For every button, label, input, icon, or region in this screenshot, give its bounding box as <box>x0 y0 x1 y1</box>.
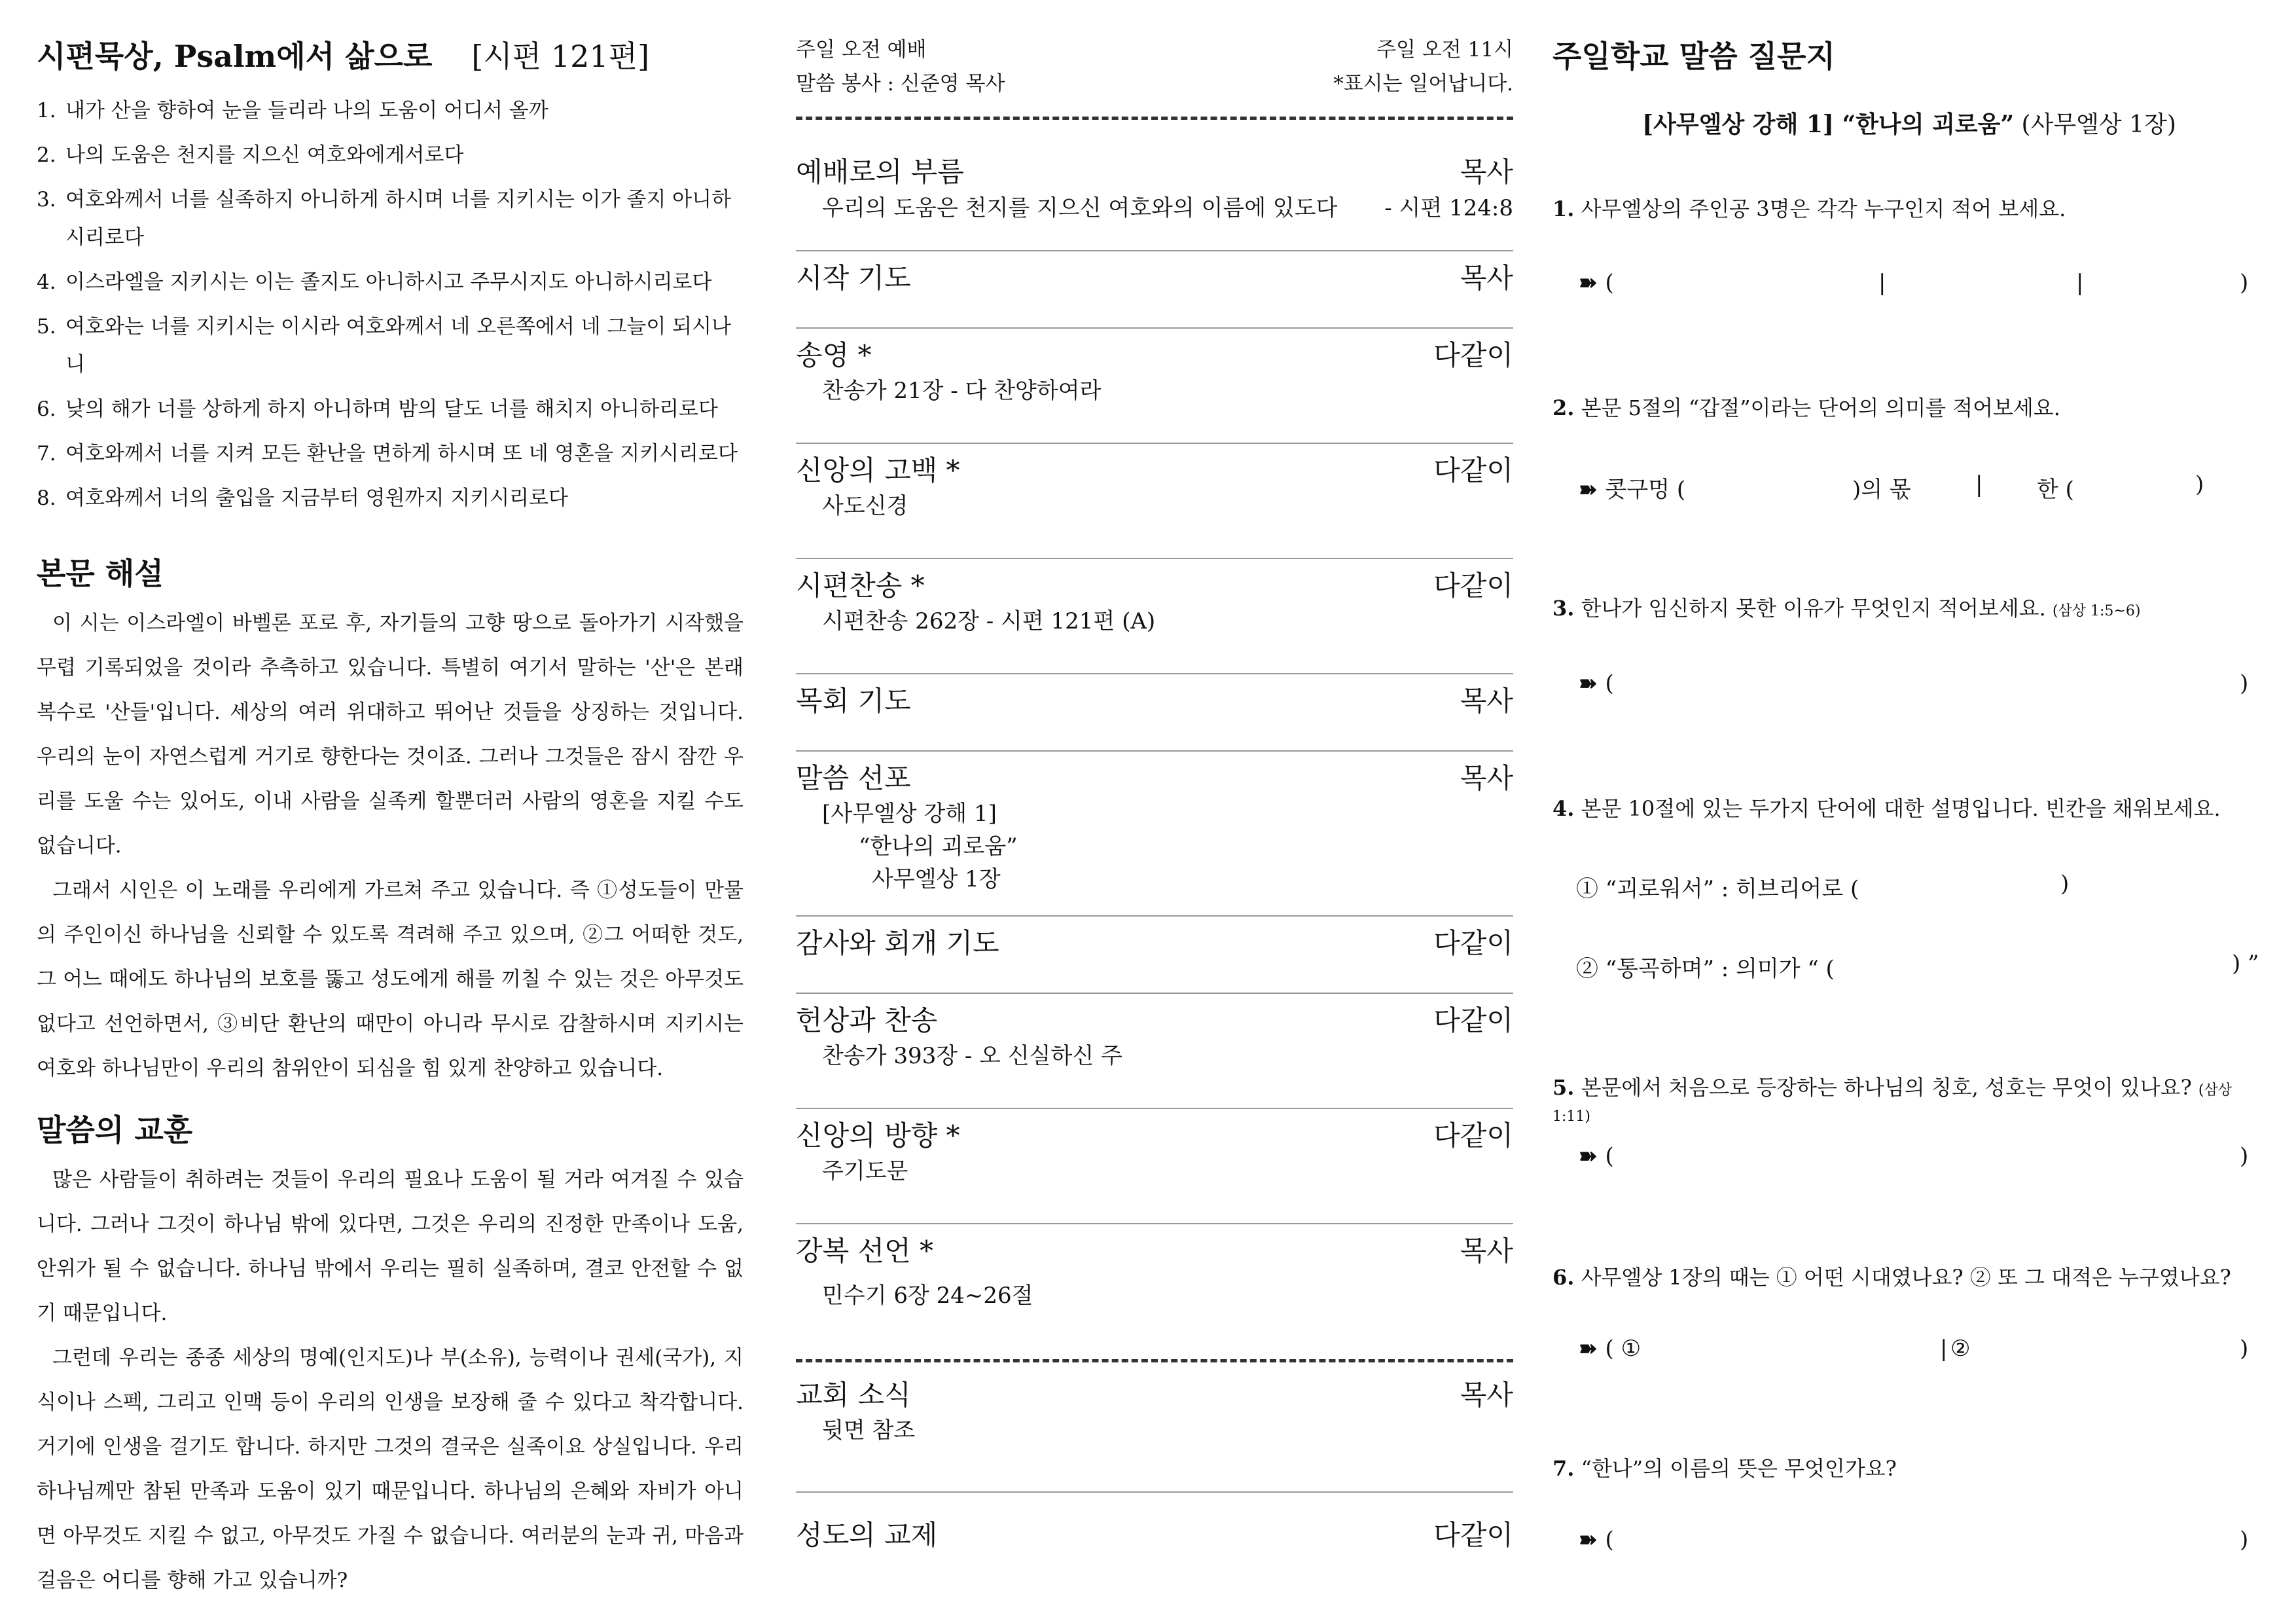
worship-item <box>796 145 1513 251</box>
verse-number: 5. <box>37 315 56 338</box>
preacher: 말씀 봉사 : 신준영 목사 <box>796 72 1005 96</box>
item-title: 시편찬송 * <box>796 570 925 602</box>
verse-text: 여호와께서 너를 지켜 모든 환난을 면하게 하시며 또 네 영혼을 지키시리로다 <box>65 442 738 465</box>
meditation-title-text: 시편묵상, Psalm에서 삶으로 <box>37 39 433 74</box>
question-text: 본문 5절의 “갑절”이라는 단어의 의미를 적어보세요. <box>1581 395 2060 420</box>
psalm-verse-list <box>37 92 744 524</box>
answer-close-paren: ) <box>2240 670 2249 697</box>
question-reference: (삼상 1:11) <box>1552 1082 2233 1125</box>
commentary-heading: 본문 해설 <box>37 556 164 591</box>
verse-text: 내가 산을 향하여 눈을 들리라 나의 도움이 어디서 올까 <box>65 99 548 122</box>
verse-text: 이스라엘을 지키시는 이는 졸지도 아니하시고 주무시지도 아니하시리로다 <box>65 270 712 294</box>
psalm-verse <box>37 136 744 174</box>
item-detail: 주기도문 <box>822 1158 908 1184</box>
item-leader: 다같이 <box>1433 1120 1513 1152</box>
worship-item <box>796 994 1513 1109</box>
item-leader: 다같이 <box>1433 339 1513 371</box>
item-leader: 목사 <box>1460 1235 1513 1267</box>
psalm-verse <box>37 263 744 301</box>
question-3 <box>1552 592 2266 622</box>
item-leader: 다같이 <box>1433 1004 1513 1036</box>
psalm-verse <box>37 479 744 517</box>
question-number: 1. <box>1552 196 1575 221</box>
sermon-title: “한나의 괴로움” <box>859 833 1018 860</box>
answer-4b[interactable] <box>1576 951 2257 983</box>
questionnaire-subtitle <box>1552 106 2266 139</box>
answer-open-paren: ( <box>1605 1336 1614 1362</box>
verse-number: 7. <box>37 442 56 465</box>
item-detail: 찬송가 393장 - 오 신실하신 주 <box>822 1043 1122 1069</box>
answer-open-paren: ( <box>1605 670 1614 697</box>
worship-item <box>796 559 1513 674</box>
question-number: 2. <box>1552 395 1575 420</box>
arrow-icon: ➽ <box>1579 477 1598 503</box>
worship-item <box>796 1224 1513 1345</box>
question-7 <box>1552 1452 2266 1482</box>
answer-2[interactable] <box>1579 471 2259 504</box>
sermon-series-title: [사무엘상 강해 1] “한나의 괴로움” <box>1642 111 2015 138</box>
item-title: 헌상과 찬송 <box>796 1004 938 1036</box>
answer-prefix: 콧구멍 ( <box>1605 477 1686 503</box>
verse-text: 여호와께서 너의 출입을 지금부터 영원까지 지키시리로다 <box>65 486 568 510</box>
dashed-divider <box>796 1359 1513 1362</box>
sermon-chapter: (사무엘상 1장) <box>2014 111 2176 138</box>
sermon-text: 사무엘상 1장 <box>872 866 1001 892</box>
psalm-verse <box>37 390 744 428</box>
question-reference: (삼상 1:5~6) <box>2052 603 2141 619</box>
service-time: 주일 오전 11시 <box>1376 38 1513 62</box>
answer-divider: | <box>2076 270 2084 296</box>
church-news <box>796 1368 1513 1575</box>
worship-order-list <box>796 145 1513 1345</box>
service-info <box>796 33 1513 101</box>
item-detail: 민수기 6장 24~26절 <box>822 1283 1033 1309</box>
item-detail: 시편찬송 262장 - 시편 121편 (A) <box>822 608 1156 634</box>
verse-number: 4. <box>37 270 56 294</box>
item-detail: 찬송가 21장 - 다 찬양하여라 <box>822 378 1102 404</box>
item-title: 강복 선언 * <box>796 1235 933 1267</box>
answer-prefix: ① “괴로워서” : 히브리어로 ( <box>1576 876 1859 902</box>
fellowship-item <box>796 1493 1513 1575</box>
question-number: 6. <box>1552 1265 1575 1290</box>
question-text: 한나가 임신하지 못한 이유가 무엇인지 적어보세요. <box>1581 596 2046 621</box>
item-title: 시작 기도 <box>796 262 911 294</box>
verse-text: 여호와께서 너를 실족하지 아니하게 하시며 너를 지키시는 이가 졸지 아니하시리로다 <box>65 188 732 249</box>
service-name: 주일 오전 예배 <box>796 38 927 62</box>
item-leader: 다같이 <box>1433 570 1513 602</box>
commentary-paragraph: 그래서 시인은 이 노래를 우리에게 가르쳐 주고 있습니다. 즉 ①성도들이 만물의 주인이신 하나님을 신뢰할 수 있도록 격려해 주고 있으며, ②그 어떠한 것도, 그 어느 때에도 하나님의 보호를 뚫고 성도에게 해를 끼칠 수 있는 것은 아무것도 없다고 선언하면서, ③비단 환난의 때만이 아니라 무시로 감찰하시며 지키시는 여호와 하나님만이 우리의 참위안이 되심을 힘 있게 찬양하고 있습니다. <box>37 879 744 1080</box>
worship-item <box>796 251 1513 329</box>
worship-item <box>796 444 1513 559</box>
worship-item <box>796 752 1513 917</box>
arrow-icon: ➽ <box>1579 1527 1598 1553</box>
answer-suffix: 한 ( <box>2037 477 2074 503</box>
item-leader: 목사 <box>1460 685 1513 717</box>
verse-number: 1. <box>37 99 56 122</box>
sermon-series: [사무엘상 강해 1] <box>822 801 997 827</box>
question-number: 3. <box>1552 596 1575 621</box>
question-number: 4. <box>1552 796 1575 821</box>
psalm-verse <box>37 308 744 384</box>
answer-middle: )의 몫 <box>1852 477 1911 503</box>
item-leader: 다같이 <box>1433 927 1513 959</box>
worship-item <box>796 329 1513 444</box>
question-1 <box>1552 192 2266 223</box>
arrow-icon: ➽ <box>1579 670 1598 697</box>
answer-close-paren: ) <box>2240 270 2249 296</box>
lesson-heading: 말씀의 교훈 <box>37 1112 193 1148</box>
worship-item <box>796 1109 1513 1224</box>
question-5 <box>1552 1071 2266 1126</box>
psalm-verse <box>37 92 744 130</box>
verse-number: 8. <box>37 486 56 510</box>
answer-circle-2: ② <box>1950 1336 1971 1362</box>
question-6 <box>1552 1261 2266 1291</box>
item-detail-ref: - 시편 124:8 <box>1384 195 1513 221</box>
answer-close-paren: ) <box>2240 1336 2249 1362</box>
answer-close-paren: ) <box>2195 471 2204 498</box>
lesson-paragraph: 많은 사람들이 취하려는 것들이 우리의 필요나 도움이 될 거라 여겨질 수 있습니다. 그러나 그것이 하나님 밖에 있다면, 그것은 우리의 진정한 만족이나 도움, 안위가 될 수 없습니다. 하나님 밖에서 우리는 필히 실족하며, 결코 안전할 수 없기 때문입니다. <box>37 1168 744 1325</box>
item-leader: 목사 <box>1460 762 1513 794</box>
psalm-verse <box>37 181 744 257</box>
arrow-icon: ➽ <box>1579 1336 1598 1362</box>
question-text: 본문 10절에 있는 두가지 단어에 대한 설명입니다. 빈칸을 채워보세요. <box>1581 796 2221 821</box>
item-title: 감사와 회개 기도 <box>796 927 999 959</box>
question-number: 5. <box>1552 1075 1575 1100</box>
verse-number: 3. <box>37 188 56 211</box>
worship-item <box>796 674 1513 752</box>
question-text: 사무엘상의 주인공 3명은 각각 누구인지 적어 보세요. <box>1581 196 2066 221</box>
answer-open-paren: ( <box>1605 270 1614 296</box>
lesson-body <box>37 1158 744 1603</box>
question-text: “한나”의 이름의 뜻은 무엇인가요? <box>1581 1456 1897 1481</box>
answer-open-paren: ( <box>1605 1143 1614 1169</box>
item-leader: 다같이 <box>1433 1519 1513 1551</box>
answer-open-paren: ( <box>1605 1527 1614 1553</box>
stand-note: *표시는 일어납니다. <box>1333 72 1513 96</box>
item-title: 말씀 선포 <box>796 762 911 794</box>
answer-1[interactable] <box>1579 270 2259 302</box>
item-title: 송영 * <box>796 339 872 371</box>
item-detail: 뒷면 참조 <box>822 1417 916 1444</box>
psalm-reference: [시편 121편] <box>471 39 650 74</box>
item-title: 예배로의 부름 <box>796 156 964 188</box>
answer-6[interactable] <box>1579 1336 2259 1368</box>
item-title: 신앙의 방향 * <box>796 1120 960 1152</box>
answer-4a[interactable] <box>1576 871 2257 903</box>
verse-text: 여호와는 너를 지키시는 이시라 여호와께서 네 오른쪽에서 네 그늘이 되시나니 <box>65 315 732 376</box>
answer-close-paren: ) <box>2060 871 2070 897</box>
verse-number: 2. <box>37 143 56 167</box>
question-4 <box>1552 792 2266 822</box>
answer-circle-1: ① <box>1621 1336 1641 1362</box>
question-number: 7. <box>1552 1456 1575 1481</box>
item-leader: 목사 <box>1460 1379 1513 1411</box>
verse-text: 낮의 해가 너를 상하게 하지 아니하며 밤의 달도 너를 해치지 아니하리로다 <box>65 397 718 421</box>
questionnaire-title: 주일학교 말씀 질문지 <box>1552 39 1835 74</box>
commentary-paragraph: 이 시는 이스라엘이 바벨론 포로 후, 자기들의 고향 땅으로 돌아가기 시작했을 무렵 기록되었을 것이라 추측하고 있습니다. 특별히 여기서 말하는 '산'은 본래 복수로 '산들'입니다. 세상의 여러 위대하고 뛰어난 것들을 상징하는 것입니다. 우리의 눈이 자연스럽게 거기로 향한다는 것이죠. 그러나 그것들은 잠시 잠깐 우리를 도울 수는 있어도, 이내 사람을 실족케 할뿐더러 사람의 영혼을 지킬 수도 없습니다. <box>37 611 744 858</box>
item-title: 교회 소식 <box>796 1379 911 1411</box>
answer-5[interactable] <box>1579 1143 2259 1176</box>
answer-divider: | <box>1940 1336 1948 1362</box>
verse-number: 6. <box>37 397 56 421</box>
item-title: 목회 기도 <box>796 685 911 717</box>
psalm-verse <box>37 435 744 473</box>
dashed-divider <box>796 117 1513 120</box>
question-2 <box>1552 392 2266 422</box>
item-title: 신앙의 고백 * <box>796 454 960 486</box>
arrow-icon: ➽ <box>1579 270 1598 296</box>
verse-text: 나의 도움은 천지를 지으신 여호와에게서로다 <box>65 143 464 167</box>
answer-close-paren: ) <box>2240 1143 2249 1169</box>
item-title: 성도의 교제 <box>796 1519 938 1551</box>
item-leader: 목사 <box>1460 262 1513 294</box>
answer-divider: | <box>1975 471 1983 498</box>
item-leader: 다같이 <box>1433 454 1513 486</box>
answer-3[interactable] <box>1579 670 2259 703</box>
arrow-icon: ➽ <box>1579 1143 1598 1169</box>
answer-close-paren: ) <box>2240 1527 2249 1553</box>
worship-item <box>796 917 1513 994</box>
answer-7[interactable] <box>1579 1527 2259 1559</box>
answer-close-quote: ) ” <box>2232 951 2259 977</box>
commentary-body <box>37 601 744 1091</box>
item-leader: 목사 <box>1460 156 1513 188</box>
question-text: 사무엘상 1장의 때는 ① 어떤 시대였나요? ② 또 그 대적은 누구였나요? <box>1581 1265 2231 1290</box>
meditation-title <box>37 33 649 76</box>
news-item <box>796 1368 1513 1493</box>
item-detail: 우리의 도움은 천지를 지으신 여호와의 이름에 있도다 <box>822 195 1338 221</box>
question-text: 본문에서 처음으로 등장하는 하나님의 칭호, 성호는 무엇이 있나요? <box>1581 1075 2192 1100</box>
answer-divider: | <box>1878 270 1886 296</box>
item-detail: 사도신경 <box>822 493 908 519</box>
answer-prefix: ② “통곡하며” : 의미가 “ ( <box>1576 956 1835 982</box>
lesson-paragraph: 그런데 우리는 종종 세상의 명예(인지도)나 부(소유), 능력이나 권세(국가), 지식이나 스펙, 그리고 인맥 등이 우리의 인생을 보장해 줄 수 있다고 착각합니다. 거기에 인생을 걸기도 합니다. 하지만 그것의 결국은 실족이요 상실입니다. 우리 하나님께만 참된 만족과 도움이 있기 때문입니다. 하나님의 은혜와 자비가 아니면 아무것도 지킬 수 없고, 아무것도 가질 수 없습니다. 여러분의 눈과 귀, 마음과 걸음은 어디를 향해 가고 있습니까? <box>37 1346 744 1592</box>
